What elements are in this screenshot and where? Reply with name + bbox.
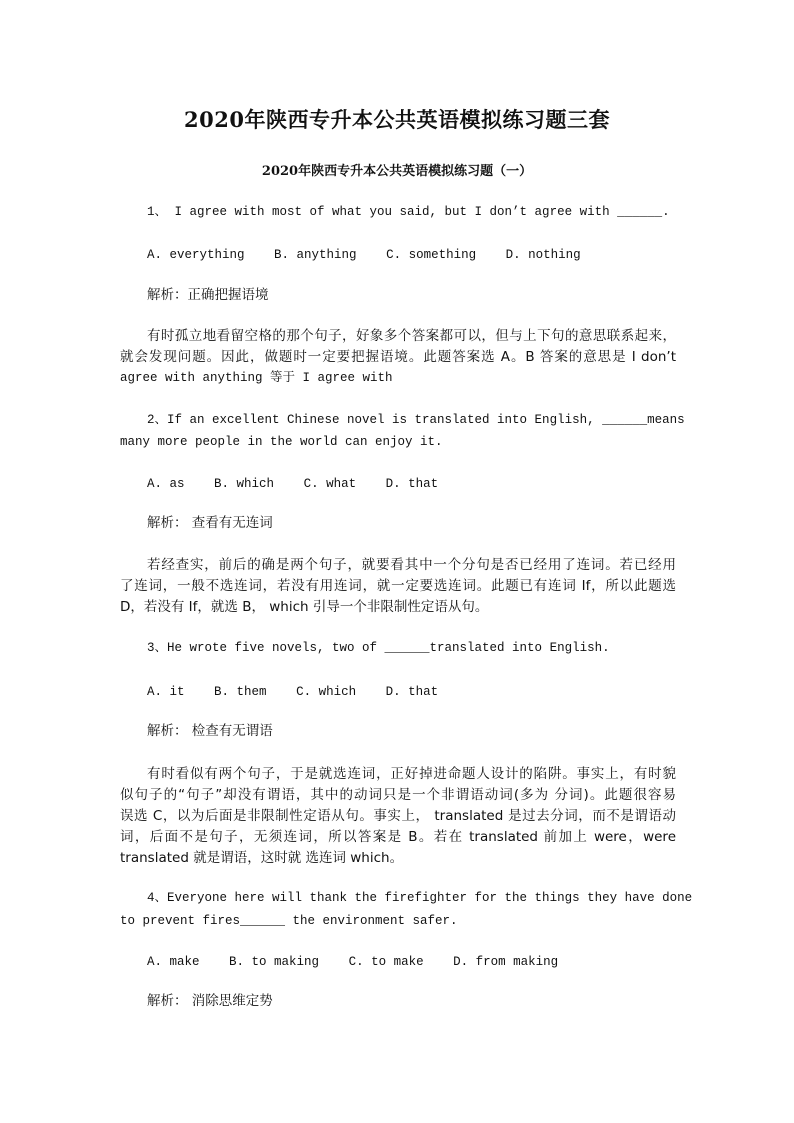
q1-stem: 1、 I agree with most of what you said, but I don’t agree with ______. [147, 205, 670, 219]
q3-option-c: C. which [296, 685, 357, 699]
q4-option-d: D. from making [453, 955, 559, 969]
q3-option-d: D. that [385, 685, 439, 699]
q1-option-c: C. something [386, 248, 477, 262]
q3-stem: 3、He wrote five novels, two of ______translated into English. [147, 641, 610, 655]
q3-analysis-line: translated 就是谓语，这时就 选连词 which。 [120, 850, 404, 866]
q3-analysis-line: 词，后面不是句子，无须连词，所以答案是 B。若在 translated 前加上 were，were [120, 829, 676, 845]
q2-stem-line: many more people in the world can enjoy it. [120, 435, 443, 449]
q4-stem-line: to prevent fires______ the environment safer. [120, 914, 458, 928]
q3-analysis-line: 有时看似有两个句子，于是就选连词，正好掉进命题人设计的陷阱。事实上，有时貌 [147, 766, 676, 782]
q3-analysis-title: 解析： 检查有无谓语 [147, 723, 273, 739]
q1-analysis-title: 解析：正确把握语境 [147, 287, 269, 303]
q4-option-b: B. to making [229, 955, 320, 969]
q2-stem-line: 2、If an excellent Chinese novel is translated into English, ______means [147, 413, 685, 427]
q1-option-d: D. nothing [505, 248, 581, 262]
q2-option-a: A. as [147, 477, 185, 491]
document-subtitle: 2020年陕西专升本公共英语模拟练习题（一） [261, 164, 533, 179]
q2-analysis-line: 若经查实，前后的确是两个句子，就要看其中一个分句是否已经用了连词。若已经用 [147, 557, 676, 573]
q2-option-c: C. what [303, 477, 357, 491]
q4-option-a: A. make [147, 955, 200, 969]
q3-option-a: A. it [147, 685, 185, 699]
document-title: 2020年陕西专升本公共英语模拟练习题三套 [184, 107, 610, 132]
q4-option-c: C. to make [348, 955, 424, 969]
q2-option-d: D. that [385, 477, 439, 491]
q1-analysis-line: 有时孤立地看留空格的那个句子，好象多个答案都可以，但与上下句的意思联系起来， [147, 328, 676, 344]
q2-option-b: B. which [214, 477, 275, 491]
q1-options [147, 245, 676, 265]
q4-stem-line: 4、Everyone here will thank the firefighter for the things they have done [147, 891, 693, 905]
q2-analysis-line: 了连词，一般不选连词，若没有用连词，就一定要选连词。此题已有连词 If，所以此题选 [120, 578, 676, 594]
q1-analysis-line: 就会发现问题。因此，做题时一定要把握语境。此题答案选 A。B 答案的意思是 I don’t [120, 349, 676, 365]
q2-analysis-line: D，若没有 If，就选 B， which 引导一个非限制性定语从句。 [120, 599, 489, 615]
q4-options [147, 952, 676, 972]
q3-analysis-line: 误选 C，以为后面是非限制性定语从句。事实上， translated 是过去分词，而不是谓语动 [120, 808, 676, 824]
q3-options [147, 682, 676, 702]
q1-analysis-line: agree with anything 等于 I agree with [120, 371, 393, 385]
q1-option-a: A. everything [147, 248, 245, 262]
q2-analysis-title: 解析： 查看有无连词 [147, 515, 273, 531]
q3-option-b: B. them [214, 685, 267, 699]
q4-analysis-title: 解析： 消除思维定势 [147, 993, 273, 1009]
q3-analysis-line: 似句子的“句子”却没有谓语，其中的动词只是一个非谓语动词(多为 分词)。此题很容易 [120, 787, 676, 803]
q2-options [147, 474, 676, 494]
q1-option-b: B. anything [274, 248, 357, 262]
